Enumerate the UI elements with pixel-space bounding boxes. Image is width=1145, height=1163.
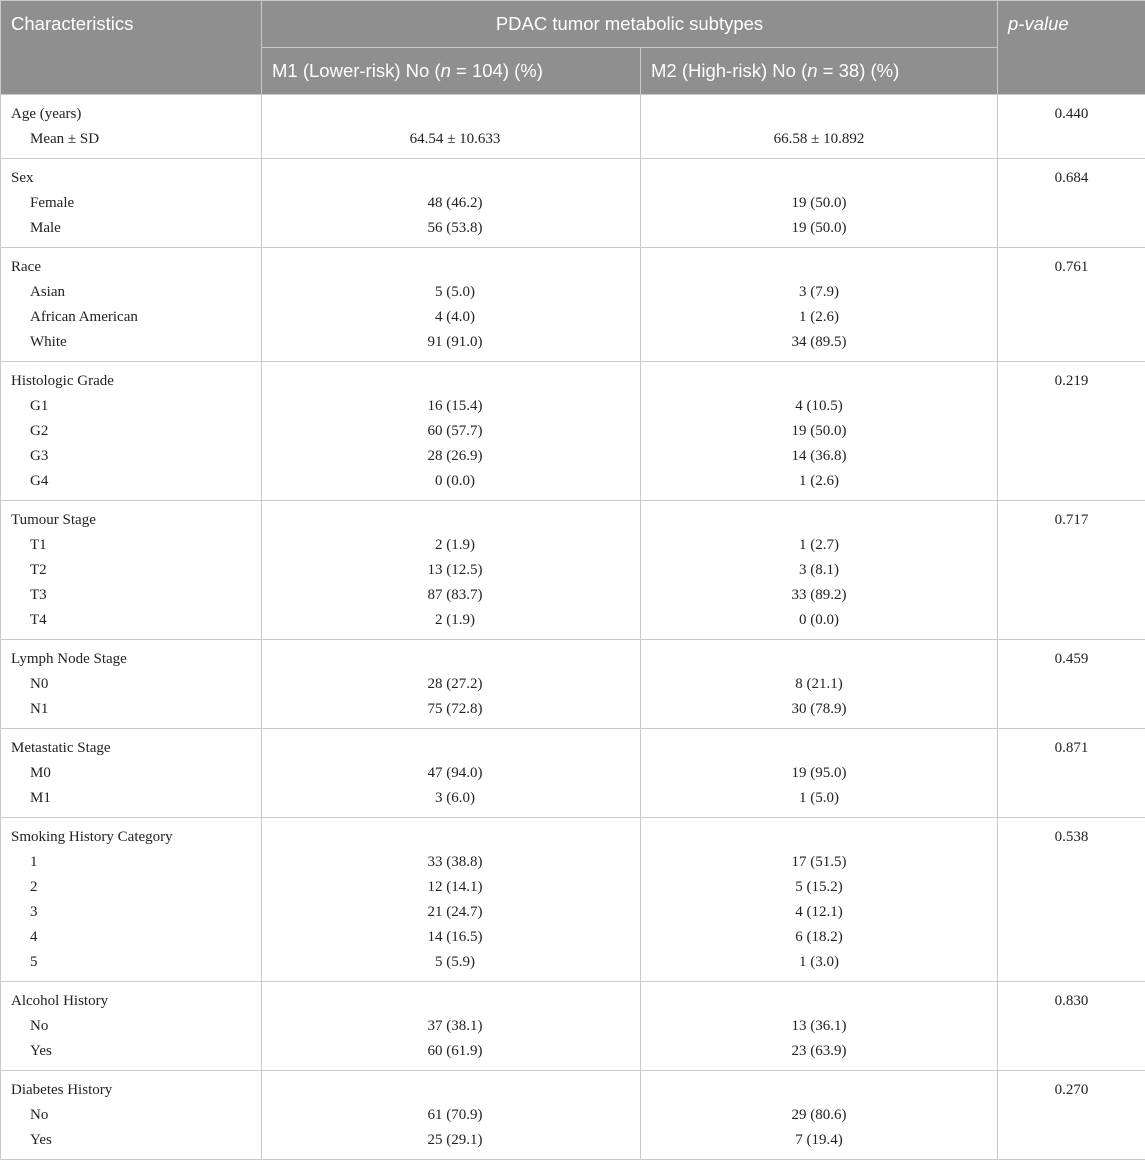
- table-row-group: [1, 729, 1145, 818]
- m2-value: 13 (36.1): [791, 1018, 847, 1034]
- spacer: [641, 825, 997, 850]
- header-m1-pre: M1 (Lower-risk) No (: [272, 60, 441, 81]
- group-title: Lymph Node Stage: [11, 651, 127, 667]
- characteristic-cell: [1, 729, 262, 818]
- m2-value: 19 (50.0): [791, 220, 847, 236]
- m1-value: 13 (12.5): [427, 562, 483, 578]
- m1-cell: [262, 159, 641, 248]
- m2-cell: [641, 159, 998, 248]
- row-label: Yes: [30, 1043, 52, 1059]
- m2-value: 30 (78.9): [791, 701, 847, 717]
- m1-value: 87 (83.7): [427, 587, 483, 603]
- table-row-group: [1, 95, 1145, 159]
- characteristic-cell: [1, 159, 262, 248]
- characteristic-cell: [1, 95, 262, 159]
- m2-value: 17 (51.5): [791, 854, 847, 870]
- m2-cell: [641, 1071, 998, 1160]
- row-label: 4: [30, 929, 38, 945]
- row-label: Female: [30, 195, 75, 211]
- m2-value: 34 (89.5): [791, 334, 847, 350]
- row-label: Mean ± SD: [30, 131, 100, 147]
- m2-value: 1 (2.6): [799, 473, 839, 489]
- row-label: T3: [30, 587, 47, 603]
- row-label: G1: [30, 398, 49, 414]
- m2-value: 29 (80.6): [791, 1107, 847, 1123]
- table-row-group: [1, 248, 1145, 362]
- characteristic-cell: [1, 362, 262, 501]
- spacer: [262, 255, 640, 280]
- m2-value: 19 (50.0): [791, 195, 847, 211]
- m1-value: 2 (1.9): [435, 537, 475, 553]
- table-row-group: [1, 159, 1145, 248]
- group-title: Race: [11, 259, 41, 275]
- group-title: Smoking History Category: [11, 829, 173, 845]
- spacer: [641, 369, 997, 394]
- m1-value: 2 (1.9): [435, 612, 475, 628]
- m2-value: 4 (10.5): [795, 398, 843, 414]
- m1-cell: [262, 640, 641, 729]
- spacer: [641, 508, 997, 533]
- m2-cell: [641, 95, 998, 159]
- pvalue: 0.219: [1054, 373, 1089, 389]
- m2-value: 8 (21.1): [795, 676, 843, 692]
- m1-value: 0 (0.0): [435, 473, 475, 489]
- group-title: Age (years): [11, 106, 82, 122]
- m2-cell: [641, 640, 998, 729]
- m1-value: 28 (26.9): [427, 448, 483, 464]
- spacer: [262, 736, 640, 761]
- row-label: 5: [30, 954, 38, 970]
- header-m2-post: = 38) (%): [817, 60, 900, 81]
- m1-cell: [262, 818, 641, 982]
- group-title: Alcohol History: [11, 993, 109, 1009]
- m1-value: 16 (15.4): [427, 398, 483, 414]
- characteristic-cell: [1, 640, 262, 729]
- table-row-group: [1, 640, 1145, 729]
- m1-cell: [262, 362, 641, 501]
- table-header: [1, 1, 1145, 95]
- spacer: [262, 825, 640, 850]
- m2-value: 1 (2.7): [799, 537, 839, 553]
- m2-value: 23 (63.9): [791, 1043, 847, 1059]
- spacer: [641, 255, 997, 280]
- row-label: N0: [30, 676, 49, 692]
- spacer: [641, 989, 997, 1014]
- spacer: [641, 102, 997, 127]
- header-m1-n: n: [440, 60, 451, 81]
- spacer: [262, 369, 640, 394]
- pvalue: 0.270: [1054, 1082, 1089, 1098]
- spacer: [262, 1078, 640, 1103]
- pvalue: 0.830: [1054, 993, 1089, 1009]
- pvalue-cell: [998, 818, 1145, 982]
- m2-cell: [641, 729, 998, 818]
- m2-value: 33 (89.2): [791, 587, 847, 603]
- pvalue-cell: [998, 1071, 1145, 1160]
- spacer: [262, 508, 640, 533]
- m1-value: 4 (4.0): [435, 309, 475, 325]
- pvalue-cell: [998, 248, 1145, 362]
- m2-value: 1 (2.6): [799, 309, 839, 325]
- row-label: G4: [30, 473, 49, 489]
- row-label: T4: [30, 612, 47, 628]
- m2-cell: [641, 248, 998, 362]
- table-row-group: [1, 982, 1145, 1071]
- m2-value: 1 (3.0): [799, 954, 839, 970]
- m2-value: 3 (7.9): [799, 284, 839, 300]
- m1-value: 25 (29.1): [427, 1132, 483, 1148]
- row-label: N1: [30, 701, 49, 717]
- m1-value: 5 (5.9): [435, 954, 475, 970]
- spacer: [641, 647, 997, 672]
- m1-value: 47 (94.0): [427, 765, 483, 781]
- m2-value: 5 (15.2): [795, 879, 843, 895]
- m2-value: 6 (18.2): [795, 929, 843, 945]
- row-label: Asian: [30, 284, 65, 300]
- spacer: [262, 102, 640, 127]
- spacer: [641, 1078, 997, 1103]
- pvalue: 0.459: [1054, 651, 1089, 667]
- row-label: Yes: [30, 1132, 52, 1148]
- m2-cell: [641, 818, 998, 982]
- header-m2: [641, 48, 998, 95]
- pvalue-cell: [998, 982, 1145, 1071]
- table-row-group: [1, 362, 1145, 501]
- spacer: [262, 166, 640, 191]
- pvalue-cell: [998, 95, 1145, 159]
- header-characteristics: Characteristics: [1, 1, 262, 95]
- m2-value: 7 (19.4): [795, 1132, 843, 1148]
- m1-value: 75 (72.8): [427, 701, 483, 717]
- pvalue-cell: [998, 501, 1145, 640]
- characteristic-cell: [1, 818, 262, 982]
- m1-cell: [262, 248, 641, 362]
- header-m2-pre: M2 (High-risk) No (: [651, 60, 808, 81]
- m1-value: 37 (38.1): [427, 1018, 483, 1034]
- characteristic-cell: [1, 982, 262, 1071]
- table-row-group: [1, 818, 1145, 982]
- characteristic-cell: [1, 248, 262, 362]
- row-label: White: [30, 334, 67, 350]
- header-m2-n: n: [807, 60, 818, 81]
- m1-cell: [262, 1071, 641, 1160]
- header-group-title: PDAC tumor metabolic subtypes: [262, 1, 998, 48]
- m2-value: 1 (5.0): [799, 790, 839, 806]
- m1-cell: [262, 982, 641, 1071]
- m1-value: 61 (70.9): [427, 1107, 483, 1123]
- pvalue: 0.717: [1054, 512, 1089, 528]
- pvalue: 0.871: [1054, 740, 1089, 756]
- pvalue: 0.538: [1054, 829, 1089, 845]
- m2-cell: [641, 501, 998, 640]
- spacer: [262, 989, 640, 1014]
- m1-cell: [262, 501, 641, 640]
- m1-value: 21 (24.7): [427, 904, 483, 920]
- m2-value: 4 (12.1): [795, 904, 843, 920]
- header-m1-post: = 104) (%): [450, 60, 543, 81]
- m1-value: 48 (46.2): [427, 195, 483, 211]
- m2-value: 0 (0.0): [799, 612, 839, 628]
- row-label: T1: [30, 537, 47, 553]
- row-label: G2: [30, 423, 49, 439]
- pvalue-cell: [998, 362, 1145, 501]
- row-label: M0: [30, 765, 51, 781]
- spacer: [641, 736, 997, 761]
- row-label: M1: [30, 790, 51, 806]
- row-label: 1: [30, 854, 38, 870]
- m1-value: 60 (61.9): [427, 1043, 483, 1059]
- characteristic-cell: [1, 1071, 262, 1160]
- m2-value: 19 (95.0): [791, 765, 847, 781]
- row-label: 3: [30, 904, 38, 920]
- m1-value: 64.54 ± 10.633: [409, 131, 501, 147]
- m1-value: 33 (38.8): [427, 854, 483, 870]
- group-title: Tumour Stage: [11, 512, 96, 528]
- m1-value: 3 (6.0): [435, 790, 475, 806]
- header-m1: [262, 48, 641, 95]
- pvalue-cell: [998, 159, 1145, 248]
- m2-value: 66.58 ± 10.892: [773, 131, 865, 147]
- m2-cell: [641, 362, 998, 501]
- row-label: T2: [30, 562, 47, 578]
- m1-value: 12 (14.1): [427, 879, 483, 895]
- m1-value: 60 (57.7): [427, 423, 483, 439]
- group-title: Metastatic Stage: [11, 740, 111, 756]
- pvalue: 0.684: [1054, 170, 1089, 186]
- row-label: G3: [30, 448, 49, 464]
- m2-value: 19 (50.0): [791, 423, 847, 439]
- pvalue-cell: [998, 729, 1145, 818]
- row-label: No: [30, 1018, 49, 1034]
- pvalue: 0.761: [1054, 259, 1089, 275]
- m1-value: 5 (5.0): [435, 284, 475, 300]
- pvalue: 0.440: [1054, 106, 1089, 122]
- m2-cell: [641, 982, 998, 1071]
- row-label: No: [30, 1107, 49, 1123]
- m1-value: 56 (53.8): [427, 220, 483, 236]
- row-label: 2: [30, 879, 38, 895]
- row-label: African American: [30, 309, 138, 325]
- characteristic-cell: [1, 501, 262, 640]
- m1-value: 28 (27.2): [427, 676, 483, 692]
- m1-cell: [262, 95, 641, 159]
- table-row-group: [1, 501, 1145, 640]
- spacer: [262, 647, 640, 672]
- m1-cell: [262, 729, 641, 818]
- m2-value: 14 (36.8): [791, 448, 847, 464]
- pvalue-cell: [998, 640, 1145, 729]
- m2-value: 3 (8.1): [799, 562, 839, 578]
- group-title: Sex: [11, 170, 34, 186]
- row-label: Male: [30, 220, 61, 236]
- spacer: [641, 166, 997, 191]
- group-title: Diabetes History: [11, 1082, 113, 1098]
- header-row-top: [1, 1, 1145, 48]
- header-pvalue: p-value: [998, 1, 1145, 95]
- table-body: [1, 95, 1145, 1160]
- table-row-group: [1, 1071, 1145, 1160]
- m1-value: 14 (16.5): [427, 929, 483, 945]
- m1-value: 91 (91.0): [427, 334, 483, 350]
- group-title: Histologic Grade: [11, 373, 114, 389]
